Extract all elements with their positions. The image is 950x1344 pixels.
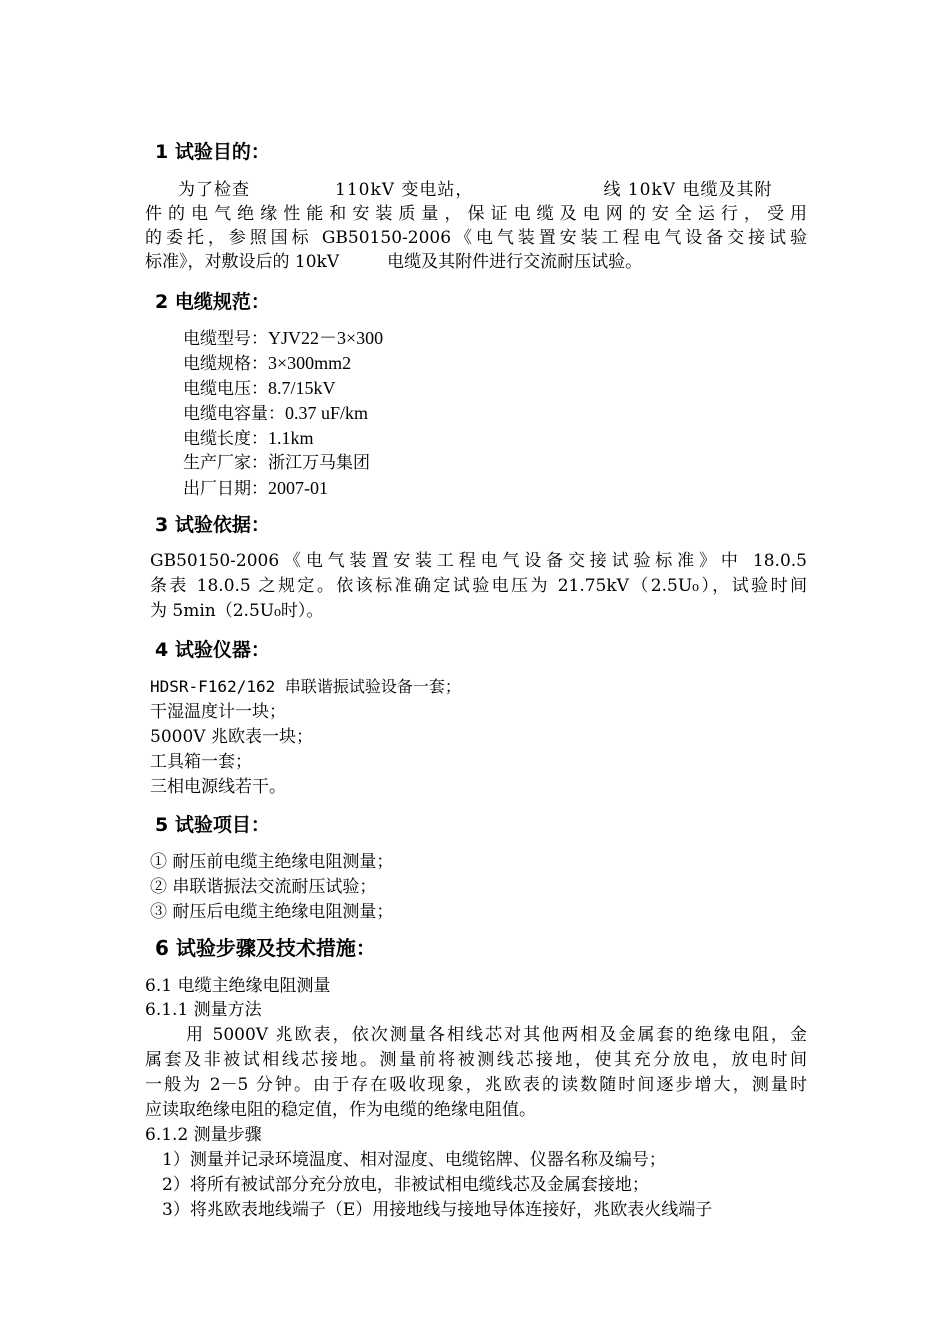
instrument-item: 工具箱一套； — [150, 752, 252, 772]
s1-text-a: 为了检查 — [178, 180, 250, 200]
spec-row-model — [183, 326, 383, 351]
s1-text-d: 标准》，对敷设后的 10kV — [145, 252, 340, 272]
spec-value: 0.37 uF/km — [285, 403, 369, 423]
instrument-item: 三相电源线若干。 — [150, 777, 286, 797]
spec-value: 8.7/15kV — [268, 378, 336, 398]
spec-value: 1.1km — [268, 428, 314, 448]
method-line-3: 一般为 2－5 分钟。由于存在吸收现象，兆欧表的读数随时间逐步增大，测量时 — [145, 1075, 807, 1095]
spec-value: YJV22－3×300 — [268, 328, 384, 348]
section-4-heading: 4 试验仪器： — [155, 639, 270, 661]
section-6-heading: 6 试验步骤及技术措施： — [155, 936, 376, 960]
s1-text-e: 电缆及其附件进行交流耐压试验。 — [387, 252, 643, 272]
subsection-6-1: 6.1 电缆主绝缘电阻测量 — [145, 976, 331, 996]
s1-line-2: 件的电气绝缘性能和安装质量，保证电缆及电网的安全运行，受用 — [145, 204, 807, 224]
spec-row-capacitance — [183, 401, 368, 426]
method-line-4: 应读取绝缘电阻的稳定值，作为电缆的绝缘电阻值。 — [145, 1100, 536, 1120]
s1-text-b: 110kV 变电站， — [335, 180, 474, 200]
method-line-1: 用 5000V 兆欧表，依次测量各相线芯对其他两相及金属套的绝缘电阻，金 — [186, 1025, 807, 1045]
spec-value: 3×300mm2 — [268, 353, 352, 373]
s1-text-c: 线 10kV 电缆及其附 — [603, 180, 773, 200]
s1-line-4 — [145, 250, 642, 274]
s3-line-1: GB50150-2006《电气装置安装工程电气设备交接试验标准》中 18.0.5 — [150, 551, 807, 571]
spec-row-size — [183, 351, 351, 376]
method-line-2: 属套及非被试相线芯接地。测量前将被测线芯接地，使其充分放电，放电时间 — [145, 1050, 807, 1070]
step-item: 3）将兆欧表地线端子（E）用接地线与接地导体连接好，兆欧表火线端子 — [162, 1200, 713, 1220]
spec-label: 电缆电压： — [183, 379, 268, 399]
instrument-item: 5000V 兆欧表一块； — [150, 727, 313, 747]
subsection-6-1-2: 6.1.2 测量步骤 — [145, 1125, 262, 1145]
spec-row-manufacturer — [183, 451, 370, 475]
spec-label: 生产厂家： — [183, 453, 268, 473]
spec-row-voltage — [183, 376, 336, 401]
s1-line-3: 的委托，参照国标 GB50150-2006《电气装置安装工程电气设备交接试验 — [145, 228, 807, 248]
spec-label: 电缆长度： — [183, 429, 268, 449]
instrument-item: HDSR-F162/162 串联谐振试验设备一套； — [150, 677, 461, 696]
step-item: 1）测量并记录环境温度、相对湿度、电缆铭牌、仪器名称及编号； — [162, 1150, 666, 1170]
spec-row-date — [183, 476, 328, 501]
instrument-item: 干湿温度计一块； — [150, 702, 286, 722]
s3-line-3: 为 5min（2.5U₀时）。 — [150, 601, 324, 621]
spec-value: 2007-01 — [268, 478, 328, 498]
section-5-heading: 5 试验项目： — [155, 814, 270, 836]
spec-label: 出厂日期： — [183, 479, 268, 499]
spec-label: 电缆规格： — [183, 354, 268, 374]
s3-line-2: 条表 18.0.5 之规定。依该标准确定试验电压为 21.75kV（2.5U₀），试验时间 — [150, 576, 807, 596]
test-item: ③ 耐压后电缆主绝缘电阻测量； — [150, 902, 394, 922]
section-1-heading: 1 试验目的： — [155, 141, 270, 163]
subsection-6-1-1: 6.1.1 测量方法 — [145, 1000, 262, 1020]
section-2-heading: 2 电缆规范： — [155, 291, 270, 313]
test-item: ② 串联谐振法交流耐压试验； — [150, 877, 377, 897]
spec-label: 电缆电容量： — [183, 404, 285, 424]
test-item: ① 耐压前电缆主绝缘电阻测量； — [150, 852, 394, 872]
section-3-heading: 3 试验依据： — [155, 514, 270, 536]
s1-line-1 — [178, 178, 772, 202]
spec-value: 浙江万马集团 — [268, 453, 370, 473]
step-item: 2）将所有被试部分充分放电，非被试相电缆线芯及金属套接地； — [162, 1175, 649, 1195]
spec-row-length — [183, 426, 314, 451]
spec-label: 电缆型号： — [183, 329, 268, 349]
